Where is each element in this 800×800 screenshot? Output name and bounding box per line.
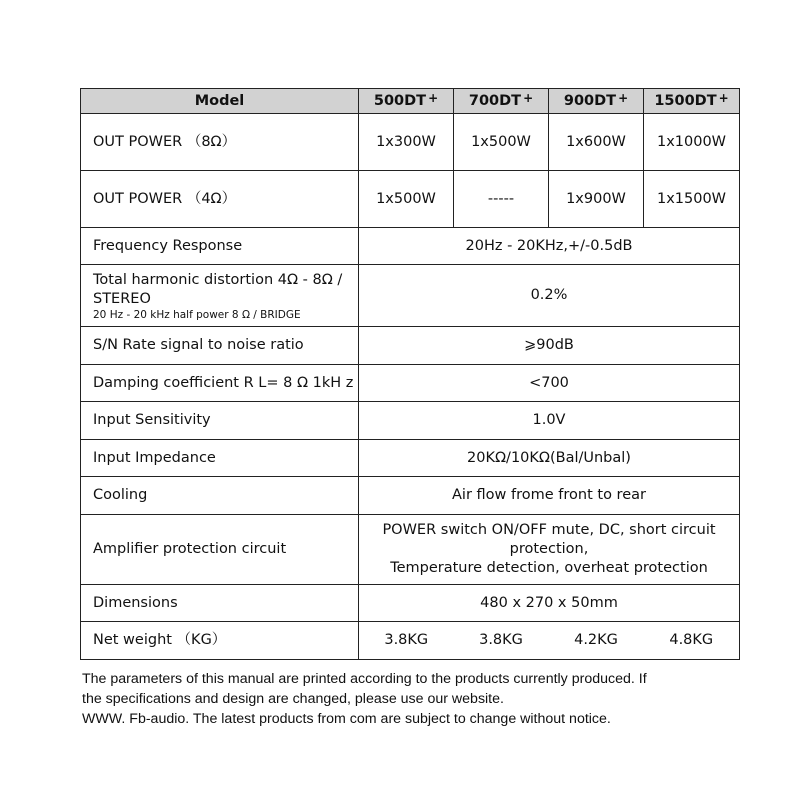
cell-value: 1x500W [454, 114, 549, 171]
cell-value: 1.0V [359, 402, 740, 440]
cell-value: 1x300W [359, 114, 454, 171]
cell-value: 1x1500W [644, 171, 740, 228]
cell-value: 3.8KG [359, 622, 454, 660]
cell-value: ----- [454, 171, 549, 228]
plus-mark: + [523, 90, 534, 105]
row-label: Frequency Response [81, 228, 359, 265]
row-input-sensitivity [81, 402, 740, 440]
row-label: Dimensions [81, 585, 359, 622]
row-label: Net weight （KG） [81, 622, 359, 660]
row-label: Input Sensitivity [81, 402, 359, 440]
row-label: OUT POWER （4Ω） [81, 171, 359, 228]
cell-value: 1x900W [549, 171, 644, 228]
cell-value: 0.2% [359, 265, 740, 327]
row-out-power-8 [81, 114, 740, 171]
spec-table [80, 88, 740, 660]
cell-value: 20KΩ/10KΩ(Bal/Unbal) [359, 440, 740, 477]
footer-line: The parameters of this manual are printed according to the products currently produced. If [82, 671, 647, 687]
model-header-label: Model [194, 92, 245, 109]
protection-line: POWER switch ON/OFF mute, DC, short circuit [382, 522, 716, 538]
plus-mark: + [428, 90, 439, 105]
model-col-500dt [359, 89, 454, 114]
row-label: Cooling [81, 477, 359, 515]
cell-value: 20Hz - 20KHz,+/-0.5dB [359, 228, 740, 265]
plus-mark: + [618, 90, 629, 105]
footer-note [82, 669, 722, 729]
row-frequency-response [81, 228, 740, 265]
cell-value: 4.2KG [549, 622, 644, 660]
header-row [81, 89, 740, 114]
model-name: 900DT [563, 92, 617, 109]
row-dimensions [81, 585, 740, 622]
protection-line: protection, [509, 541, 589, 557]
model-col-700dt [454, 89, 549, 114]
row-label: Total harmonic distortion 4Ω - 8Ω / [93, 271, 343, 288]
cell-value: 1x1000W [644, 114, 740, 171]
protection-line: Temperature detection, overheat protection [390, 560, 708, 576]
row-protection [81, 515, 740, 585]
model-col-1500dt [644, 89, 740, 114]
footer-line: the specifications and design are changed, please use our website. [82, 691, 504, 707]
row-label-cont: STEREO [93, 290, 151, 307]
cell-value: 4.8KG [644, 622, 740, 660]
model-header [81, 89, 359, 114]
row-net-weight [81, 622, 740, 660]
cell-value: 1x600W [549, 114, 644, 171]
row-cooling [81, 477, 740, 515]
row-label-thd [81, 265, 359, 327]
cell-value: ⩾90dB [359, 327, 740, 365]
model-col-900dt [549, 89, 644, 114]
cell-value: <700 [359, 365, 740, 402]
row-sn-ratio [81, 327, 740, 365]
plus-mark: + [718, 90, 729, 105]
cell-value-protection [359, 515, 740, 585]
row-thd [81, 265, 740, 327]
row-damping [81, 365, 740, 402]
row-label: S/N Rate signal to noise ratio [81, 327, 359, 365]
cell-value: 3.8KG [454, 622, 549, 660]
model-name: 700DT [468, 92, 522, 109]
row-label: OUT POWER （8Ω） [81, 114, 359, 171]
cell-value: 1x500W [359, 171, 454, 228]
row-out-power-4 [81, 171, 740, 228]
row-input-impedance [81, 440, 740, 477]
footer-line: WWW. Fb-audio. The latest products from com are subject to change without notice. [82, 711, 611, 727]
row-label: Amplifier protection circuit [81, 515, 359, 585]
model-name: 500DT [373, 92, 427, 109]
row-label: Input Impedance [81, 440, 359, 477]
model-name: 1500DT [654, 92, 717, 109]
row-label: Damping coefficient R L= 8 Ω 1kH z [81, 365, 359, 402]
row-sublabel: 20 Hz - 20 kHz half power 8 Ω / BRIDGE [93, 308, 301, 321]
cell-value: Air flow frome front to rear [359, 477, 740, 515]
cell-value: 480 x 270 x 50mm [359, 585, 740, 622]
